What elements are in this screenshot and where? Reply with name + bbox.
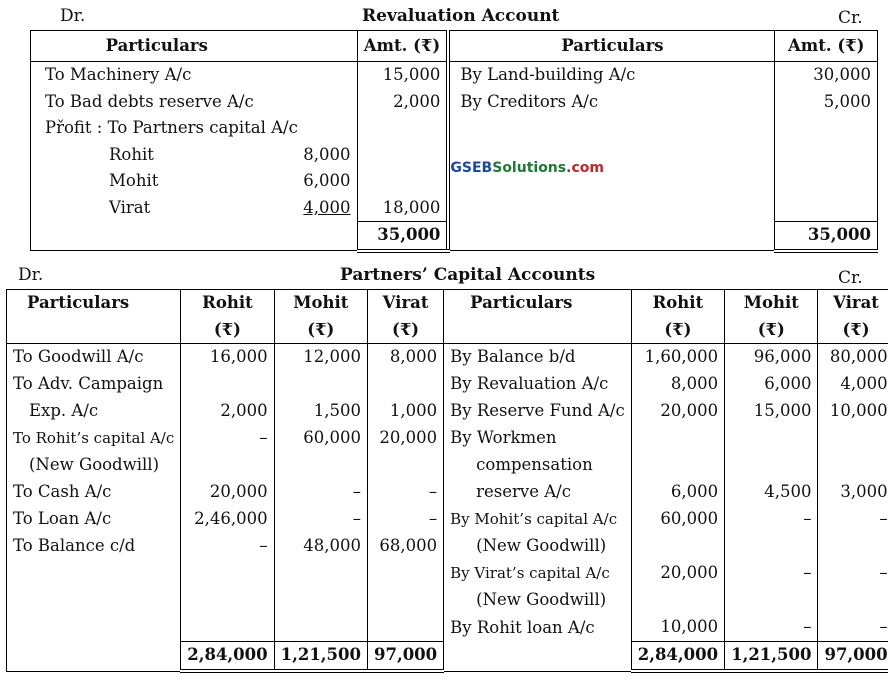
cap-cr-mohit-header: Mohit: [725, 290, 818, 317]
table-row: [7, 506, 888, 533]
cap-dr-virat-header: Virat: [368, 290, 444, 317]
cap-credit-mohit: –: [725, 614, 818, 642]
cap-credit-rohit: [631, 425, 724, 452]
table-row: [7, 479, 888, 506]
cap-debit-mohit: 1,500: [274, 398, 367, 425]
cap-credit-rohit: [631, 533, 724, 560]
reval-machinery-label: To Machinery A/c: [45, 65, 192, 84]
cap-empty: [7, 560, 181, 587]
cap-credit-virat: –: [818, 506, 888, 533]
cap-debit-particular: To Balance c/d: [13, 536, 136, 556]
cap-debit-virat: 68,000: [368, 533, 444, 560]
cap-debit-particular: Exp. A/c: [29, 401, 99, 421]
table-row: [7, 425, 888, 452]
cap-dr-mohit-header: Mohit: [274, 290, 367, 317]
table-row: [7, 452, 888, 479]
cap-empty: [274, 560, 367, 587]
cap-credit-particular: By Balance b/d: [444, 344, 632, 372]
cap-credit-mohit: [725, 533, 818, 560]
cap-credit-mohit: –: [725, 506, 818, 533]
cap-credit-mohit: 15,000: [725, 398, 818, 425]
cap-debit-rohit: –: [181, 533, 274, 560]
cap-credit-virat: [818, 587, 888, 614]
cap-credit-mohit: 6,000: [725, 371, 818, 398]
cap-empty: [274, 614, 367, 642]
reval-cr-particulars-header: Particulars: [448, 31, 775, 62]
table-row: [7, 344, 888, 372]
cap-debit-particular: To Goodwill A/c: [13, 347, 144, 367]
reval-debit-total: 35,000: [357, 222, 448, 251]
cap-debit-particular: To Rohit’s capital A/c: [13, 429, 175, 448]
gseb-watermark: GSEBSolutions.com: [450, 160, 604, 177]
cap-cr-particulars-header: Particulars: [444, 290, 632, 317]
cap-credit-virat: 80,000: [818, 344, 888, 372]
cap-credit-mohit: [725, 452, 818, 479]
cap-credit-rohit: 60,000: [631, 506, 724, 533]
cap-dr-particulars-header: Particulars: [27, 293, 130, 312]
cap-debit-rohit: [181, 452, 274, 479]
cap-credit-rohit: 8,000: [631, 371, 724, 398]
cap-credit-rohit: 10,000: [631, 614, 724, 642]
cap-credit-rohit: 6,000: [631, 479, 724, 506]
cap-credit-virat: [818, 452, 888, 479]
cap-credit-mohit: [725, 425, 818, 452]
cap-credit-rohit: 1,60,000: [631, 344, 724, 372]
cap-credit-virat: 4,000: [818, 371, 888, 398]
cap-credit-rohit: 20,000: [631, 560, 724, 587]
table-row: [7, 587, 888, 614]
cap-unit: (₹): [631, 317, 724, 344]
cap-cr-total-virat: 97,000: [818, 642, 888, 672]
cap-unit: (₹): [368, 317, 444, 344]
capital-dr-label: Dr.: [18, 265, 44, 285]
cap-debit-virat: –: [368, 479, 444, 506]
cap-credit-particular: By Rohit loan A/c: [444, 614, 632, 642]
cap-empty: [368, 587, 444, 614]
cap-credit-particular: By Workmen: [444, 425, 632, 452]
reval-partner-name: Mohit: [109, 171, 159, 190]
reval-partner-amount: 4,000: [303, 197, 351, 217]
cap-credit-mohit: 4,500: [725, 479, 818, 506]
cap-dr-total-rohit: 2,84,000: [181, 642, 274, 672]
cap-credit-rohit: [631, 452, 724, 479]
cap-debit-rohit: 20,000: [181, 479, 274, 506]
cap-credit-particular: (New Goodwill): [444, 533, 632, 560]
cap-unit: (₹): [725, 317, 818, 344]
cap-empty: [368, 614, 444, 642]
cap-cr-total-mohit: 1,21,500: [725, 642, 818, 672]
cap-debit-mohit: 60,000: [274, 425, 367, 452]
cap-debit-mohit: –: [274, 506, 367, 533]
cap-cr-rohit-header: Rohit: [631, 290, 724, 317]
cap-empty: [181, 587, 274, 614]
cap-empty: [181, 614, 274, 642]
revaluation-dr-label: Dr.: [60, 6, 86, 26]
cap-credit-rohit: 20,000: [631, 398, 724, 425]
cap-credit-virat: –: [818, 560, 888, 587]
cap-empty: [181, 560, 274, 587]
reval-profit-total: 18,000: [357, 195, 448, 222]
revaluation-cr-label: Cr.: [838, 8, 863, 28]
reval-partner-amount: 8,000: [303, 144, 351, 164]
cap-debit-particular: To Adv. Campaign: [13, 374, 164, 394]
table-row: [7, 371, 888, 398]
revaluation-table: [30, 30, 878, 253]
cap-debit-virat: 20,000: [368, 425, 444, 452]
cap-debit-rohit: 16,000: [181, 344, 274, 372]
cap-empty: [7, 587, 181, 614]
reval-bad-debts-label: To Bad debts reserve A/c: [45, 91, 254, 111]
cap-cr-total-rohit: 2,84,000: [631, 642, 724, 672]
cap-credit-virat: [818, 425, 888, 452]
table-row: [7, 560, 888, 587]
cap-debit-virat: [368, 371, 444, 398]
cap-credit-particular: (New Goodwill): [444, 587, 632, 614]
cap-credit-particular: By Reserve Fund A/c: [444, 398, 632, 425]
cap-credit-particular: By Revaluation A/c: [444, 371, 632, 398]
cap-empty: [368, 560, 444, 587]
cap-credit-rohit: [631, 587, 724, 614]
capital-title: Partners’ Capital Accounts: [340, 265, 596, 285]
cap-credit-mohit: [725, 587, 818, 614]
cap-debit-rohit: 2,46,000: [181, 506, 274, 533]
cap-debit-virat: [368, 452, 444, 479]
cap-empty: [274, 587, 367, 614]
cap-debit-particular: To Cash A/c: [13, 482, 112, 502]
reval-bad-debts-amount: 2,000: [357, 89, 448, 116]
cap-debit-virat: –: [368, 506, 444, 533]
reval-credit-total: 35,000: [775, 222, 878, 251]
cap-cr-virat-header: Virat: [818, 290, 888, 317]
cap-credit-virat: 3,000: [818, 479, 888, 506]
cap-debit-particular: (New Goodwill): [29, 455, 160, 475]
cap-debit-rohit: 2,000: [181, 398, 274, 425]
reval-machinery-amount: 15,000: [357, 62, 448, 89]
cap-debit-mohit: 12,000: [274, 344, 367, 372]
cap-unit: (₹): [181, 317, 274, 344]
revaluation-title: Revaluation Account: [362, 6, 560, 26]
cap-debit-virat: 8,000: [368, 344, 444, 372]
table-row: [7, 614, 888, 642]
cap-credit-particular: reserve A/c: [444, 479, 632, 506]
cap-credit-virat: –: [818, 614, 888, 642]
reval-land-amount: 30,000: [775, 62, 878, 89]
reval-dr-particulars-header: Particulars: [31, 31, 358, 62]
cap-credit-virat: 10,000: [818, 398, 888, 425]
cap-debit-mohit: [274, 452, 367, 479]
reval-partner-amount: 6,000: [303, 171, 351, 190]
cap-unit: (₹): [818, 317, 888, 344]
cap-dr-total-virat: 97,000: [368, 642, 444, 672]
cap-dr-rohit-header: Rohit: [181, 290, 274, 317]
reval-dr-amount-header: Amt. (₹): [357, 31, 448, 62]
cap-debit-rohit: –: [181, 425, 274, 452]
cap-debit-particular: To Loan A/c: [13, 509, 112, 529]
cap-credit-mohit: –: [725, 560, 818, 587]
cap-empty: [7, 614, 181, 642]
reval-partner-name: Rohit: [109, 144, 154, 164]
cap-debit-mohit: –: [274, 479, 367, 506]
reval-partner-name: Virat: [109, 197, 151, 217]
reval-creditors-label: By Creditors A/c: [448, 89, 775, 116]
reval-creditors-amount: 5,000: [775, 89, 878, 116]
capital-cr-label: Cr.: [838, 268, 863, 288]
reval-land-label: By Land-building A/c: [448, 62, 775, 89]
cap-debit-virat: 1,000: [368, 398, 444, 425]
reval-cr-amount-header: Amt. (₹): [775, 31, 878, 62]
cap-debit-mohit: [274, 371, 367, 398]
cap-credit-mohit: 96,000: [725, 344, 818, 372]
cap-credit-particular: By Virat’s capital A/c: [444, 560, 632, 587]
table-row: [7, 398, 888, 425]
cap-debit-mohit: 48,000: [274, 533, 367, 560]
cap-unit: (₹): [274, 317, 367, 344]
cap-credit-virat: [818, 533, 888, 560]
cap-credit-particular: By Mohit’s capital A/c: [444, 506, 632, 533]
reval-profit-label: Přofit : To Partners capital A/c: [45, 118, 298, 137]
cap-credit-particular: compensation: [444, 452, 632, 479]
cap-debit-rohit: [181, 371, 274, 398]
capital-table: [6, 289, 888, 673]
table-row: [7, 533, 888, 560]
cap-dr-total-mohit: 1,21,500: [274, 642, 367, 672]
